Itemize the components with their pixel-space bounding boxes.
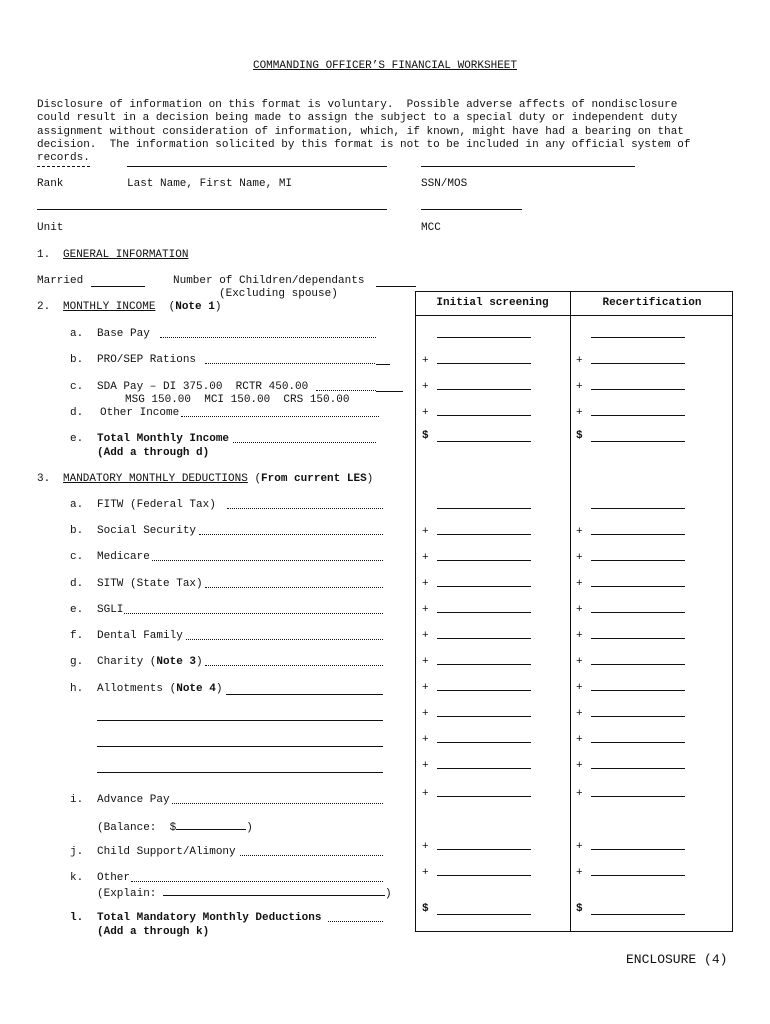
recertification-amount[interactable] bbox=[591, 796, 685, 797]
plus-sign: + bbox=[422, 552, 429, 564]
section-heading: GENERAL INFORMATION bbox=[63, 249, 189, 261]
initial-screening-amount[interactable] bbox=[437, 586, 531, 587]
enclosure-label: ENCLOSURE (4) bbox=[626, 952, 728, 967]
recertification-amount[interactable] bbox=[591, 849, 685, 850]
married-field[interactable] bbox=[91, 286, 145, 287]
mcc-label: MCC bbox=[421, 222, 441, 234]
disclosure-line: records. bbox=[37, 152, 90, 165]
rank-label: Rank bbox=[37, 178, 64, 190]
name-field[interactable] bbox=[127, 166, 387, 167]
balance-prefix: (Balance: $ bbox=[97, 822, 177, 834]
recertification-amount[interactable] bbox=[591, 612, 685, 613]
note-ref: Note 1 bbox=[175, 301, 215, 313]
recertification-amount[interactable] bbox=[591, 875, 685, 876]
children-field[interactable] bbox=[376, 286, 416, 287]
item-label: Dental Family bbox=[97, 630, 183, 642]
plus-sign: + bbox=[422, 841, 429, 853]
initial-screening-amount[interactable] bbox=[437, 363, 531, 364]
page-title: COMMANDING OFFICER’S FINANCIAL WORKSHEET bbox=[252, 60, 518, 72]
recertification-amount[interactable] bbox=[591, 534, 685, 535]
item-letter: l. bbox=[70, 912, 84, 924]
leader-dots bbox=[186, 639, 383, 640]
disclosure-line: Disclosure of information on this format is voluntary. Possible adverse affects of nondisclosure bbox=[37, 99, 678, 112]
initial-screening-amount[interactable] bbox=[437, 389, 531, 390]
plus-sign: + bbox=[576, 552, 583, 564]
initial-screening-amount[interactable] bbox=[437, 716, 531, 717]
plus-sign: + bbox=[576, 604, 583, 616]
initial-screening-amount[interactable] bbox=[437, 742, 531, 743]
married-label: Married bbox=[37, 275, 84, 287]
item-label-cont: (Add a through k) bbox=[97, 926, 210, 938]
rank-field[interactable] bbox=[37, 166, 90, 167]
recertification-amount[interactable] bbox=[591, 664, 685, 665]
allotments-label: Allotments ( bbox=[97, 683, 177, 695]
item-label: Medicare bbox=[97, 551, 150, 563]
plus-sign: + bbox=[422, 734, 429, 746]
children-note: (Excluding spouse) bbox=[219, 288, 338, 300]
item-label: Base Pay bbox=[97, 328, 150, 340]
explain-label bbox=[97, 886, 392, 900]
sub-close: ) bbox=[366, 473, 374, 485]
item-letter: f. bbox=[70, 630, 84, 642]
initial-screening-amount[interactable] bbox=[437, 690, 531, 691]
leader-dots bbox=[233, 442, 376, 443]
item-letter: d. bbox=[70, 407, 84, 419]
item-letter: b. bbox=[70, 354, 84, 366]
leader-dots bbox=[160, 337, 376, 338]
item-label-cont: MSG 150.00 MCI 150.00 CRS 150.00 bbox=[125, 394, 350, 406]
note-close: ) bbox=[215, 683, 223, 695]
disclosure-line: assignment without consideration of information, which, if known, might have had a bearing on that bbox=[37, 125, 684, 138]
plus-sign: + bbox=[576, 630, 583, 642]
dollar-sign: $ bbox=[422, 903, 429, 915]
plus-sign: + bbox=[576, 407, 583, 419]
leader-dots bbox=[181, 416, 379, 417]
item-label: SDA Pay – DI 375.00 RCTR 450.00 bbox=[97, 381, 309, 393]
initial-screening-amount[interactable] bbox=[437, 796, 531, 797]
explain-suffix: ) bbox=[385, 888, 392, 900]
plus-sign: + bbox=[422, 708, 429, 720]
recertification-amount[interactable] bbox=[591, 586, 685, 587]
recertification-amount[interactable] bbox=[591, 742, 685, 743]
leader-dots bbox=[199, 534, 383, 535]
allotment-field[interactable] bbox=[97, 746, 383, 747]
recertification-amount[interactable] bbox=[591, 638, 685, 639]
plus-sign: + bbox=[576, 578, 583, 590]
plus-sign: + bbox=[422, 630, 429, 642]
plus-sign: + bbox=[422, 788, 429, 800]
plus-sign: + bbox=[576, 708, 583, 720]
leader-dots bbox=[328, 921, 383, 922]
ssn-field[interactable] bbox=[421, 166, 635, 167]
plus-sign: + bbox=[422, 656, 429, 668]
plus-sign: + bbox=[422, 407, 429, 419]
allotment-field[interactable] bbox=[97, 772, 383, 773]
leader-dots bbox=[172, 803, 383, 804]
header-divider bbox=[415, 315, 733, 316]
recertification-amount[interactable] bbox=[591, 389, 685, 390]
initial-screening-amount[interactable] bbox=[437, 768, 531, 769]
column-divider bbox=[570, 291, 571, 932]
item-label: Social Security bbox=[97, 525, 197, 537]
item-field[interactable] bbox=[376, 364, 390, 365]
allotment-field[interactable] bbox=[226, 694, 383, 695]
allotment-field[interactable] bbox=[97, 720, 383, 721]
leader-dots bbox=[152, 560, 383, 561]
plus-sign: + bbox=[576, 526, 583, 538]
plus-sign: + bbox=[422, 355, 429, 367]
recertification-header: Recertification bbox=[602, 297, 702, 309]
initial-screening-amount[interactable] bbox=[437, 441, 531, 442]
children-label: Number of Children/dependants bbox=[173, 275, 365, 287]
item-label bbox=[97, 683, 222, 695]
charity-label: Charity ( bbox=[97, 656, 157, 668]
leader-dots bbox=[205, 363, 375, 364]
initial-screening-amount[interactable] bbox=[437, 415, 531, 416]
balance-label bbox=[97, 820, 253, 834]
leader-dots bbox=[240, 855, 383, 856]
explain-field[interactable] bbox=[163, 886, 385, 896]
section-heading bbox=[63, 301, 221, 313]
item-label: Advance Pay bbox=[97, 794, 170, 806]
mcc-field[interactable] bbox=[421, 209, 522, 210]
item-letter: g. bbox=[70, 656, 84, 668]
item-label bbox=[97, 656, 203, 668]
initial-screening-amount[interactable] bbox=[437, 560, 531, 561]
sub-open: ( bbox=[247, 473, 262, 485]
item-label: PRO/SEP Rations bbox=[97, 354, 197, 366]
plus-sign: + bbox=[422, 526, 429, 538]
section-heading-text: MONTHLY INCOME bbox=[63, 301, 156, 313]
initial-screening-amount[interactable] bbox=[437, 914, 531, 915]
recertification-amount[interactable] bbox=[591, 441, 685, 442]
disclosure-line: could result in a decision being made to assign the subject to a special duty or independent duty bbox=[37, 112, 678, 125]
explain-prefix: (Explain: bbox=[97, 888, 164, 900]
disclosure-text bbox=[37, 86, 691, 165]
leader-dots bbox=[131, 881, 383, 882]
item-label: Child Support/Alimony bbox=[97, 846, 236, 858]
recertification-amount[interactable] bbox=[591, 690, 685, 691]
plus-sign: + bbox=[576, 760, 583, 772]
name-label: Last Name, First Name, MI bbox=[127, 178, 293, 190]
item-label: Other bbox=[97, 872, 131, 884]
recertification-amount[interactable] bbox=[591, 768, 685, 769]
initial-screening-amount[interactable] bbox=[437, 337, 531, 338]
unit-field[interactable] bbox=[37, 209, 387, 210]
unit-label: Unit bbox=[37, 222, 64, 234]
plus-sign: + bbox=[576, 867, 583, 879]
recertification-amount[interactable] bbox=[591, 716, 685, 717]
item-letter: b. bbox=[70, 525, 84, 537]
recertification-amount[interactable] bbox=[591, 363, 685, 364]
recertification-amount[interactable] bbox=[591, 337, 685, 338]
sub-note: From current LES bbox=[261, 473, 367, 485]
item-field[interactable] bbox=[376, 391, 403, 392]
plus-sign: + bbox=[422, 682, 429, 694]
recertification-amount[interactable] bbox=[591, 914, 685, 915]
initial-screening-amount[interactable] bbox=[437, 875, 531, 876]
note-open: ( bbox=[168, 301, 176, 313]
item-letter: d. bbox=[70, 578, 84, 590]
leader-dots bbox=[124, 613, 383, 614]
initial-screening-header: Initial screening bbox=[436, 297, 549, 309]
plus-sign: + bbox=[422, 604, 429, 616]
plus-sign: + bbox=[576, 355, 583, 367]
note-close: ) bbox=[214, 301, 222, 313]
plus-sign: + bbox=[576, 656, 583, 668]
item-letter: i. bbox=[70, 794, 84, 806]
note-ref: Note 4 bbox=[176, 683, 216, 695]
leader-dots bbox=[316, 390, 376, 391]
item-letter: a. bbox=[70, 499, 84, 511]
balance-suffix: ) bbox=[246, 822, 253, 834]
initial-screening-amount[interactable] bbox=[437, 638, 531, 639]
initial-screening-amount[interactable] bbox=[437, 849, 531, 850]
section-number: 1. bbox=[37, 249, 51, 261]
plus-sign: + bbox=[576, 734, 583, 746]
leader-dots bbox=[227, 508, 383, 509]
dollar-sign: $ bbox=[576, 430, 583, 442]
item-letter: e. bbox=[70, 433, 84, 445]
note-close: ) bbox=[196, 656, 203, 668]
section-number: 2. bbox=[37, 301, 51, 313]
recertification-amount[interactable] bbox=[591, 508, 685, 509]
item-label: Total Mandatory Monthly Deductions bbox=[97, 912, 322, 924]
item-label: Total Monthly Income bbox=[97, 433, 230, 445]
leader-dots bbox=[205, 587, 383, 588]
disclosure-line: decision. The information solicited by this format is not to be included in any official system of bbox=[37, 138, 691, 151]
ssn-label: SSN/MOS bbox=[421, 178, 468, 190]
plus-sign: + bbox=[576, 841, 583, 853]
plus-sign: + bbox=[576, 381, 583, 393]
section-heading bbox=[63, 473, 373, 485]
leader-dots bbox=[205, 665, 383, 666]
item-letter: c. bbox=[70, 381, 84, 393]
plus-sign: + bbox=[422, 760, 429, 772]
item-letter: j. bbox=[70, 846, 84, 858]
item-letter: e. bbox=[70, 604, 84, 616]
plus-sign: + bbox=[422, 381, 429, 393]
section-number: 3. bbox=[37, 473, 51, 485]
section-heading-text: MANDATORY MONTHLY DEDUCTIONS bbox=[63, 473, 248, 485]
recertification-amount[interactable] bbox=[591, 560, 685, 561]
item-letter: c. bbox=[70, 551, 84, 563]
plus-sign: + bbox=[422, 867, 429, 879]
item-letter: h. bbox=[70, 683, 84, 695]
dollar-sign: $ bbox=[576, 903, 583, 915]
initial-screening-amount[interactable] bbox=[437, 664, 531, 665]
item-label: SITW (State Tax) bbox=[97, 578, 203, 590]
plus-sign: + bbox=[422, 578, 429, 590]
item-label: SGLI bbox=[97, 604, 124, 616]
item-label: FITW (Federal Tax) bbox=[97, 499, 216, 511]
plus-sign: + bbox=[576, 788, 583, 800]
initial-screening-amount[interactable] bbox=[437, 508, 531, 509]
initial-screening-amount[interactable] bbox=[437, 612, 531, 613]
plus-sign: + bbox=[576, 682, 583, 694]
initial-screening-amount[interactable] bbox=[437, 534, 531, 535]
balance-field[interactable] bbox=[176, 820, 246, 830]
dollar-sign: $ bbox=[422, 430, 429, 442]
recertification-amount[interactable] bbox=[591, 415, 685, 416]
item-label: Other Income bbox=[100, 407, 180, 419]
note-ref: Note 3 bbox=[156, 656, 197, 668]
item-letter: k. bbox=[70, 872, 84, 884]
item-label-cont: (Add a through d) bbox=[97, 447, 210, 459]
item-letter: a. bbox=[70, 328, 84, 340]
